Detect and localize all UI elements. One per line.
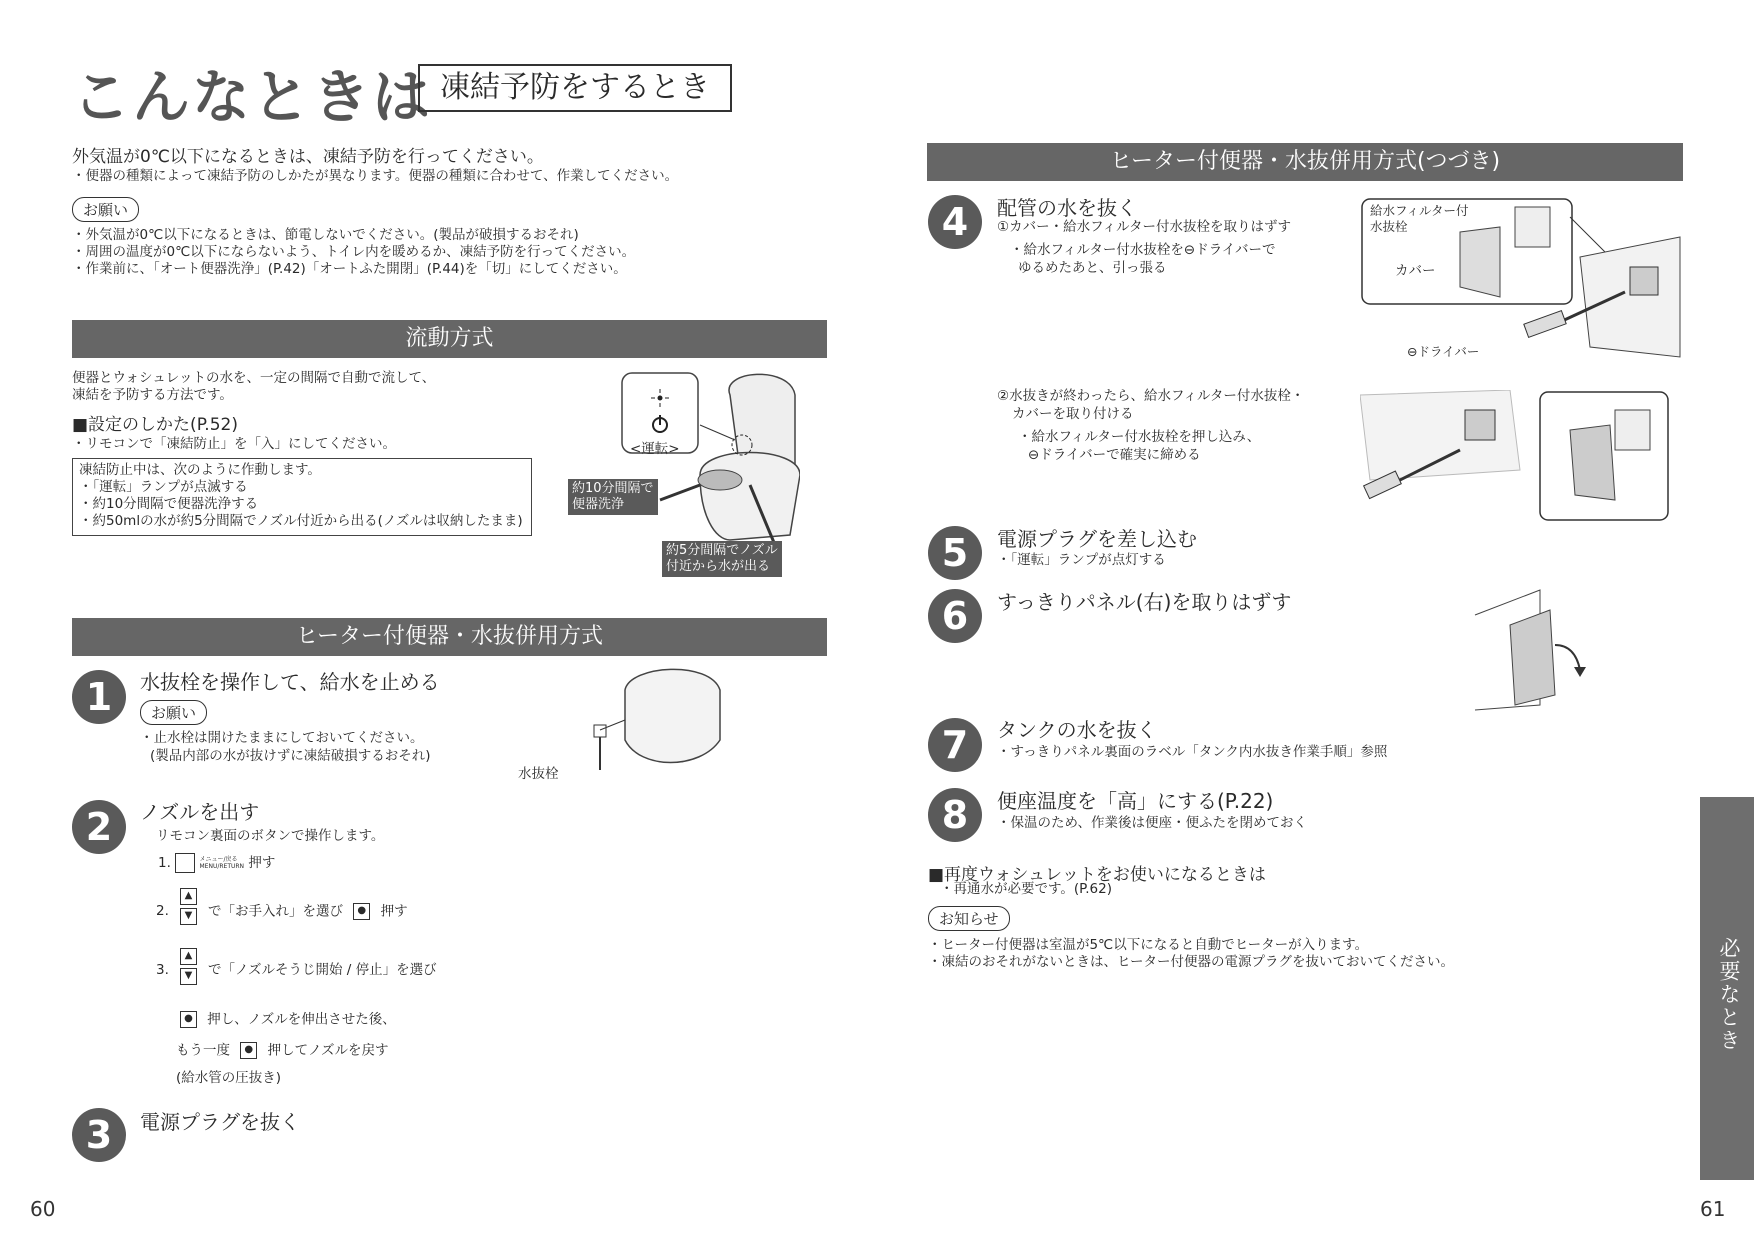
substep-text: 押す: [380, 903, 408, 920]
callout-line: 約5分間隔でノズル: [666, 543, 778, 558]
step-sub: ②水抜きが終わったら、給水フィルター付水抜栓・: [997, 388, 1305, 404]
callout-nozzle: [662, 541, 782, 577]
substep-number: 1.: [158, 855, 171, 871]
substep-number: 2.: [156, 903, 169, 919]
filter-label: 水抜栓: [1370, 219, 1408, 234]
flow-setting-title: ■設定のしかた(P.52): [72, 415, 238, 435]
request-badge: お願い: [140, 700, 207, 725]
step-title: 配管の水を抜く: [997, 196, 1137, 220]
step-sub: ・保温のため、作業後は便座・便ふたを閉めておく: [997, 815, 1307, 831]
step-title: 水抜栓を操作して、給水を止める: [140, 670, 440, 694]
page-title: こんなときは: [72, 63, 433, 131]
step-note: ・止水栓は開けたままにしておいてください。: [140, 730, 424, 746]
down-arrow-icon: ▼: [180, 968, 197, 985]
step-sub: ・給水フィルター付水抜栓を押し込み、: [1018, 429, 1261, 445]
water-valve-illustration: [580, 660, 730, 780]
section-bar-flow: 流動方式: [72, 320, 827, 358]
step-intro: リモコン裏面のボタンで操作します。: [156, 828, 385, 844]
intro-sub: ・便器の種類によって凍結予防のしかたが異なります。便器の種類に合わせて、作業してください。: [72, 168, 679, 184]
step-number: 6: [928, 589, 982, 643]
substep-2: [208, 903, 408, 921]
step-number: 8: [928, 788, 982, 842]
request-line: ・外気温が0℃以下になるときは、節電しないでください。(製品が破損するおそれ): [72, 227, 579, 243]
step-title: ノズルを出す: [140, 800, 260, 824]
substep-5: [176, 1042, 389, 1060]
step-sub: カバーを取り付ける: [1012, 406, 1134, 422]
flow-operation-box: [72, 458, 532, 536]
step-sub: ゆるめたあと、引っ張る: [1018, 260, 1167, 276]
substep-1: [158, 853, 275, 873]
panel-removal-illustration: [1470, 585, 1590, 715]
enter-button-icon: ●: [240, 1042, 257, 1059]
step-number: 2: [72, 800, 126, 854]
notice-line: ・ヒーター付便器は室温が5℃以下になると自動でヒーターが入ります。: [928, 937, 1369, 953]
page-number-right: 61: [1700, 1197, 1726, 1221]
step-number: 3: [72, 1108, 126, 1162]
step-sub: ⊖ドライバーで確実に締める: [1028, 447, 1201, 463]
request-badge: お願い: [72, 197, 139, 222]
step-sub: ・すっきりパネル裏面のラベル「タンク内水抜き作業手順」参照: [997, 744, 1388, 760]
substep-text: 押し、ノズルを伸出させた後、: [207, 1011, 396, 1028]
up-down-buttons: [180, 946, 197, 985]
step-title: 電源プラグを抜く: [140, 1110, 300, 1134]
up-down-buttons: [180, 886, 197, 925]
intro-lead: 外気温が0℃以下になるときは、凍結予防を行ってください。: [72, 147, 544, 167]
menu-return-label: [199, 856, 244, 870]
page-number-left: 60: [30, 1197, 56, 1221]
step-sub: ・「運転」ランプが点灯する: [997, 552, 1166, 568]
request-line: ・周囲の温度が0℃以下にならないよう、トイレ内を暖めるか、凍結予防を行ってください。: [72, 244, 636, 260]
section-bar-heater-cont: ヒーター付便器・水抜併用方式(つづき): [927, 143, 1683, 181]
step-title: 電源プラグを差し込む: [997, 527, 1197, 551]
callout-line: 約10分間隔で: [572, 481, 654, 496]
side-tab: [1700, 797, 1754, 1180]
reuse-sub: ・再通水が必要です。(P.62): [940, 881, 1112, 897]
reuse-title: ■再度ウォシュレットをお使いになるときは: [928, 865, 1266, 885]
step-number: 1: [72, 670, 126, 724]
run-lamp-label: <運転>: [630, 441, 680, 457]
substep-6: (給水管の圧抜き): [176, 1070, 282, 1086]
substep-number: 3.: [156, 962, 169, 978]
up-arrow-icon: ▲: [180, 948, 197, 965]
cover-label: カバー: [1395, 263, 1436, 279]
substep-text: で「お手入れ」を選び: [208, 903, 343, 920]
flow-setting-text: ・リモコンで「凍結防止」を「入」にしてください。: [72, 436, 396, 452]
substep-text: 押す: [248, 855, 276, 871]
flow-box-line: 凍結防止中は、次のように作動します。: [79, 462, 321, 478]
callout-line: 付近から水が出る: [666, 559, 771, 574]
driver-label: ⊖ドライバー: [1407, 344, 1480, 359]
step-number: 5: [928, 526, 982, 580]
menu-return-button: [175, 853, 195, 873]
flow-box-line: ・約50mlの水が約5分間隔でノズル付近から出る(ノズルは収納したまま): [79, 513, 523, 529]
enter-button-icon: ●: [180, 1011, 197, 1028]
step-number: 7: [928, 718, 982, 772]
callout-flush: [568, 479, 658, 515]
section-subtitle: 凍結予防をするとき: [418, 64, 732, 112]
flow-box-line: ・約10分間隔で便器洗浄する: [79, 496, 259, 512]
section-bar-heater: ヒーター付便器・水抜併用方式: [72, 618, 827, 656]
substep-3: で「ノズルそうじ開始 / 停止」を選び: [208, 962, 437, 978]
step-title: タンクの水を抜く: [997, 718, 1157, 742]
callout-line: 便器洗浄: [572, 497, 625, 512]
return-label: MENU/RETURN: [199, 863, 245, 870]
substep-text: 押してノズルを戻す: [267, 1042, 389, 1059]
flow-desc: 凍結を予防する方法です。: [72, 387, 233, 403]
step-sub: ・給水フィルター付水抜栓を⊖ドライバーで: [1010, 242, 1276, 258]
step-sub: ①カバー・給水フィルター付水抜栓を取りはずす: [997, 219, 1291, 235]
notice-line: ・凍結のおそれがないときは、ヒーター付便器の電源プラグを抜いておいてください。: [928, 954, 1454, 970]
valve-label: 水抜栓: [518, 766, 559, 782]
flow-desc: 便器とウォシュレットの水を、一定の間隔で自動で流して、: [72, 370, 436, 386]
step-number: 4: [928, 195, 982, 249]
menu-label: メニュー/戻る: [199, 856, 238, 863]
filter-install-illustration: [1360, 390, 1670, 522]
flow-box-line: ・「運転」ランプが点滅する: [79, 479, 248, 495]
filter-label: 給水フィルター付: [1370, 203, 1469, 218]
down-arrow-icon: ▼: [180, 908, 197, 925]
enter-button-icon: ●: [353, 903, 370, 920]
step-title: 便座温度を「高」にする(P.22): [997, 789, 1274, 813]
side-tab-label: 必要なとき: [1717, 937, 1741, 1052]
request-line: ・作業前に、「オート便器洗浄」(P.42)「オートふた開閉」(P.44)を「切」にしてください。: [72, 261, 627, 277]
notice-badge: お知らせ: [928, 906, 1010, 931]
substep-4: [180, 1011, 396, 1029]
up-arrow-icon: ▲: [180, 888, 197, 905]
step-title: すっきりパネル(右)を取りはずす: [997, 590, 1292, 614]
substep-text: もう一度: [176, 1042, 230, 1059]
step-note: (製品内部の水が抜けずに凍結破損するおそれ): [150, 748, 431, 764]
